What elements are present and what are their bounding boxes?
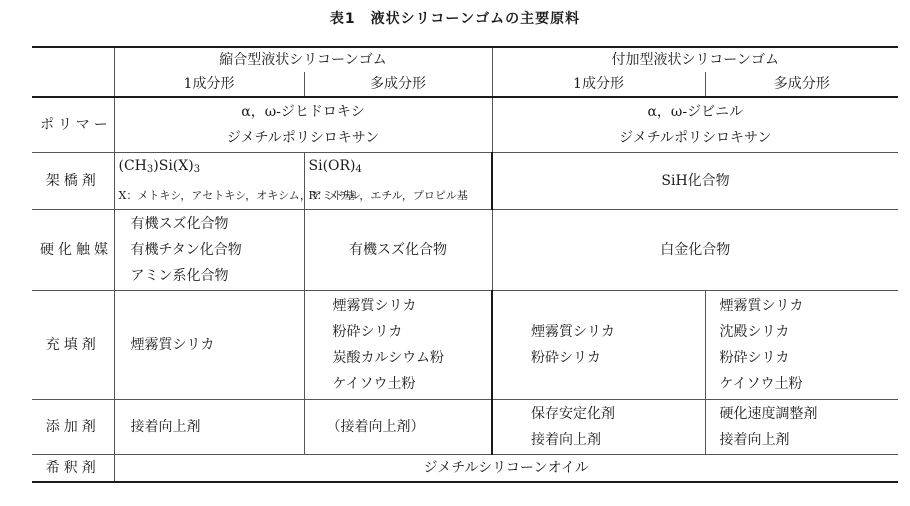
header-row-form [32, 72, 898, 97]
header-condensation: 縮合型液状シリコーンゴム [114, 47, 492, 72]
cell-catalyst-addition: 白金化合物 [492, 210, 898, 291]
filler-item: 煙霧質シリカ [332, 298, 417, 314]
row-label-filler: 充填剤 [32, 291, 114, 400]
additive-item: 保存安定化剤 [531, 406, 616, 422]
cell-additive-cond-one: 接着向上剤 [114, 400, 304, 455]
filler-item: ケイソウ土粉 [332, 376, 416, 392]
cell-filler-cond-multi [304, 291, 492, 400]
header-row-type [32, 47, 898, 72]
row-polymer [32, 97, 898, 153]
cell-crosslinker-addition: SiH化合物 [492, 153, 898, 210]
row-label-catalyst: 硬化触媒 [32, 210, 114, 291]
cell-filler-add-one [492, 291, 705, 400]
crosslinker-one-note: X：メトキシ，アセトキシ，オキシム，アミド基 [118, 189, 356, 202]
header-cond-one-part: 1成分形 [114, 72, 304, 97]
filler-item: 沈殿シリカ [719, 324, 790, 340]
row-crosslinker [32, 153, 898, 210]
filler-item: 粉砕シリカ [531, 350, 601, 366]
polymer-cond-line1: α，ω-ジヒドロキシ [241, 104, 365, 120]
catalyst-one-item: アミン系化合物 [130, 268, 229, 284]
filler-item: 煙霧質シリカ [531, 324, 615, 340]
header-corner [32, 47, 114, 72]
additive-item: 接着向上剤 [531, 432, 602, 448]
crosslinker-multi-note: R：メチル，エチル，プロピル基 [308, 189, 468, 202]
row-filler [32, 291, 898, 400]
formula-part: Si(OR) [308, 158, 356, 174]
header-cond-multi-part: 多成分形 [304, 72, 492, 97]
formula-subscript: 3 [193, 164, 201, 175]
row-additive [32, 400, 898, 455]
cell-filler-cond-one: 煙霧質シリカ [114, 291, 304, 400]
row-label-diluent: 希釈剤 [32, 455, 114, 483]
header-add-multi-part: 多成分形 [705, 72, 898, 97]
crosslinker-one-formula [119, 153, 300, 183]
filler-item: 煙霧質シリカ [719, 298, 804, 314]
formula-subscript: 4 [355, 164, 362, 175]
formula-part: (CH [118, 158, 147, 174]
formula-part: )Si(X) [153, 158, 194, 174]
header-add-one-part: 1成分形 [492, 72, 705, 97]
cell-additive-add-multi [705, 400, 898, 455]
cell-filler-add-multi [705, 291, 898, 400]
cell-polymer-condensation [114, 97, 492, 153]
header-corner-2 [32, 72, 114, 97]
filler-item: 粉砕シリカ [719, 350, 790, 366]
cell-crosslinker-cond-multi [304, 153, 492, 210]
catalyst-one-item: 有機スズ化合物 [130, 216, 229, 232]
cell-polymer-addition [492, 97, 898, 153]
row-label-polymer: ポリマー [32, 97, 114, 153]
cell-catalyst-cond-one [114, 210, 304, 291]
row-label-crosslinker: 架橋剤 [32, 153, 114, 210]
header-addition: 付加型液状シリコーンゴム [492, 47, 898, 72]
additive-item: 硬化速度調整剤 [719, 406, 818, 422]
filler-item: 粉砕シリカ [332, 324, 403, 340]
cell-catalyst-cond-multi: 有機スズ化合物 [304, 210, 492, 291]
row-catalyst [32, 210, 898, 291]
catalyst-one-item: 有機チタン化合物 [130, 242, 242, 258]
raw-materials-table [32, 46, 898, 483]
polymer-cond-line2: ジメチルポリシロキサン [226, 130, 380, 146]
row-diluent [32, 455, 898, 483]
crosslinker-multi-formula [309, 153, 488, 183]
additive-item: 接着向上剤 [719, 432, 790, 448]
polymer-add-line2: ジメチルポリシロキサン [619, 130, 772, 146]
filler-item: ケイソウ土粉 [719, 376, 803, 392]
cell-diluent: ジメチルシリコーンオイル [114, 455, 898, 483]
polymer-add-line1: α，ω-ジビニル [647, 104, 744, 120]
formula-subscript: 3 [146, 164, 154, 175]
filler-item: 炭酸カルシウム粉 [332, 350, 445, 366]
cell-additive-add-one [492, 400, 705, 455]
table-title: 表1 液状シリコーンゴムの主要原料 [329, 11, 581, 27]
cell-additive-cond-multi: （接着向上剤） [304, 400, 492, 455]
row-label-additive: 添加剤 [32, 400, 114, 455]
